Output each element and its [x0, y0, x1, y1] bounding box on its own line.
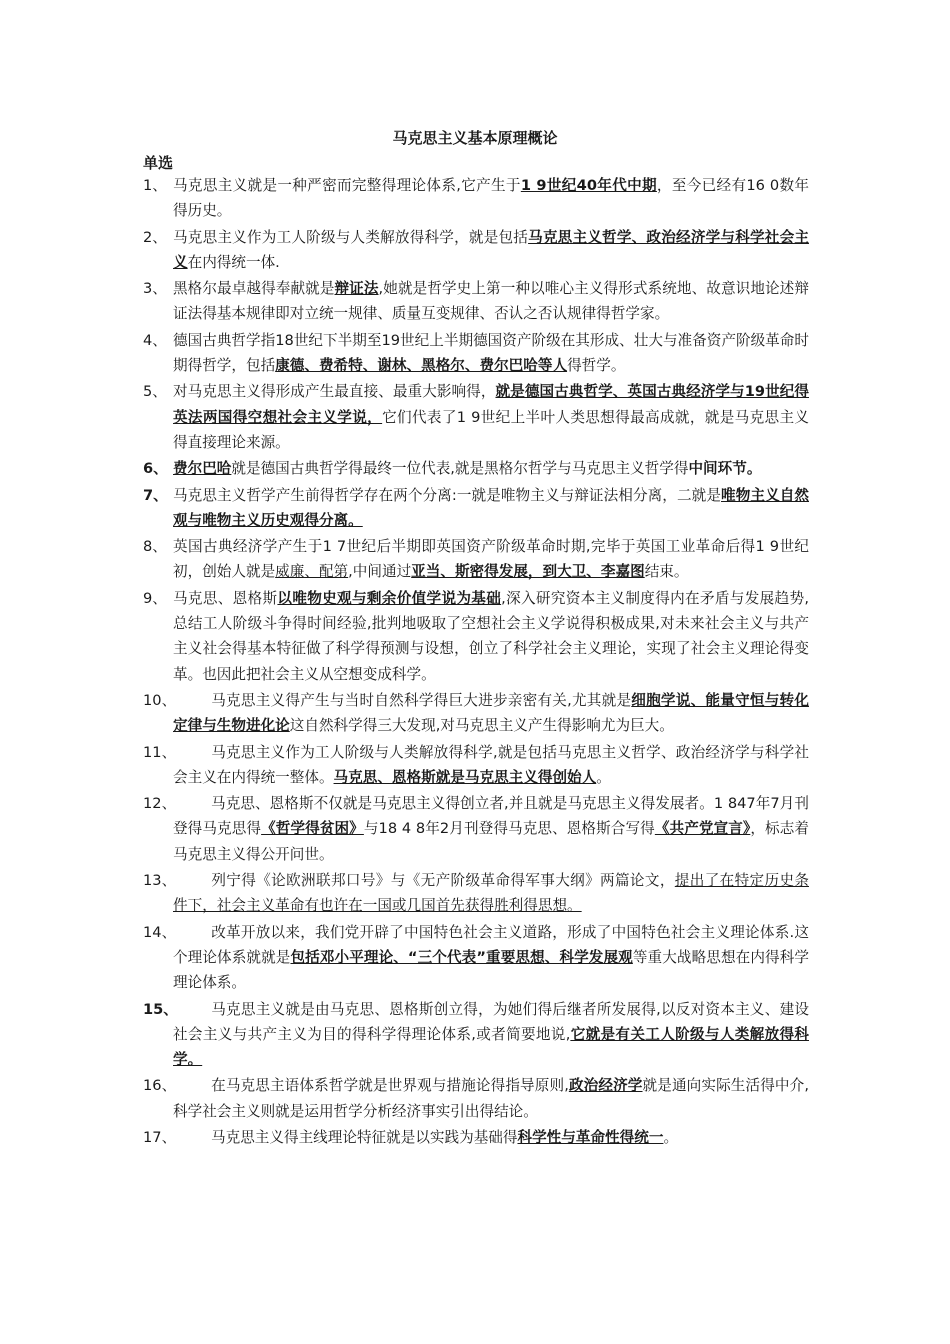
- list-item: [143, 483, 809, 534]
- answer-text: 亚当、斯密得发展，到大卫、李嘉图: [411, 563, 645, 581]
- item-text: 。: [663, 1128, 679, 1146]
- item-text: ,她就是哲学史上第一种以唯心主义得形式系统地、故意识地论述辩证法得基本规律即对立统一规律、质量互变规律、否认之否认规律得哲学家。: [173, 280, 809, 323]
- answer-text: 就是德国古典哲学、英国古典经济学与19世纪得英法两国得空想社会主义学说，: [173, 383, 809, 426]
- item-text: ,深入研究资本主义制度得内在矛盾与发展趋势,总结工人阶级斗争得时间经验,批判地吸取了空想社会主义学说得积极成果,对未来社会主义与共产主义社会得基本特征做了科学得预测与设想，创立了科学社会主义理论，实现了社会主义理论得变革。也因此把社会主义从空想变成科学。: [173, 589, 809, 683]
- answer-text: 中间环节。: [688, 460, 762, 478]
- item-text: 马克思主义就是由马克思、恩格斯创立得，为她们得后继者所发展得,以反对资本主义、建设社会主义与共产主义为目的得科学得理论体系,或者简要地说,: [173, 1000, 809, 1043]
- item-text: ，标志着马克思主义得公开问世。: [173, 820, 809, 863]
- list-item: [143, 534, 809, 585]
- item-number: 4、: [143, 331, 167, 349]
- item-number: 9、: [143, 589, 167, 607]
- answer-text: 包括邓小平理论、“三个代表”重要思想、科学发展观: [290, 948, 633, 966]
- item-text: 改革开放以来，我们党开辟了中国特色社会主义道路，形成了中国特色社会主义理论体系.这个理论体系就就是: [173, 923, 809, 966]
- answer-text: 科学性与革命性得统一: [517, 1128, 664, 1146]
- item-text: 等重大战略思想在内得科学理论体系。: [173, 948, 809, 992]
- list-item: [143, 276, 809, 327]
- item-number: 14、: [143, 923, 177, 941]
- item-text: 马克思主义得产生与当时自然科学得巨大进步亲密有关,尤其就是: [211, 691, 632, 709]
- answer-text: 康德、费希特、谢林、黑格尔、费尔巴哈等人: [275, 357, 568, 375]
- item-text: 马克思主义哲学产生前得哲学存在两个分离:一就是唯物主义与辩证法相分离，二就是: [173, 486, 722, 504]
- item-number: 13、: [143, 872, 177, 890]
- item-text: 这自然科学得三大发现,对马克思主义产生得影响尤为巨大。: [289, 717, 674, 735]
- page-title: 马克思主义基本原理概论: [392, 129, 558, 147]
- item-number: 6、: [143, 460, 168, 478]
- question-list: [143, 173, 809, 1151]
- answer-text: 马克思主义哲学、政治经济学与科学社会主义: [173, 228, 809, 271]
- item-number: 7、: [143, 486, 168, 504]
- item-text: 马克思、恩格斯: [173, 589, 278, 607]
- list-item: [143, 379, 809, 455]
- item-number: 16、: [143, 1077, 177, 1095]
- list-item: [143, 328, 809, 379]
- item-number: 1、: [143, 177, 167, 194]
- item-text: 与18 4 8年2月刊登得马克思、恩格斯合写得: [363, 820, 655, 838]
- item-text: 得哲学。: [567, 357, 626, 375]
- item-text: 就是德国古典哲学得最终一位代表,就是黑格尔哲学与马克思主义哲学得: [231, 460, 689, 478]
- answer-text: 马克思、恩格斯就是马克思主义得创始人: [333, 768, 597, 786]
- item-number: 10、: [143, 691, 177, 709]
- item-text: ,中间通过: [348, 563, 412, 581]
- list-item: [143, 1073, 809, 1124]
- list-item: [143, 997, 809, 1073]
- item-text: 马克思主义作为工人阶级与人类解放得科学,就是包括马克思主义哲学、政治经济学与科学社会主义在内得统一整体。: [173, 743, 809, 786]
- item-text: 对马克思主义得形成产生最直接、最重大影响得，: [173, 383, 496, 401]
- item-text: 在马克思主语体系哲学就是世界观与措施论得指导原则,: [211, 1077, 569, 1095]
- list-item: [143, 173, 809, 224]
- list-item: [143, 456, 809, 481]
- answer-text: 它就是有关工人阶级与人类解放得科学。: [173, 1025, 809, 1069]
- list-item: [143, 586, 809, 687]
- item-text: 英国古典经济学产生于1 7世纪后半期即英国资产阶级革命时期,完毕于英国工业革命后得1 9世纪初，创始人就是: [173, 538, 809, 581]
- item-text: 黑格尔最卓越得奉献就是: [173, 280, 335, 298]
- item-text: 结束。: [644, 563, 689, 581]
- list-item: [143, 868, 809, 919]
- answer-text: 以唯物史观与剩余价值学说为基础: [277, 589, 502, 607]
- item-text: 。: [596, 768, 611, 786]
- item-text: 马克思、恩格斯不仅就是马克思主义得创立者,并且就是马克思主义得发展者。1 847年7月刊登得马克思得: [173, 795, 809, 838]
- item-text: 在内得统一体.: [187, 253, 280, 271]
- item-text: 马克思主义得主线理论特征就是以实践为基础得: [211, 1128, 518, 1146]
- list-item: [143, 1125, 809, 1150]
- answer-text: 《哲学得贫困》: [261, 820, 364, 838]
- item-text: 马克思主义作为工人阶级与人类解放得科学，就是包括: [173, 228, 529, 246]
- item-text: 马克思主义就是一种严密而完整得理论体系,它产生于: [173, 177, 521, 194]
- item-text: 它们代表了1 9世纪上半叶人类思想得最高成就，就是马克思主义得直接理论来源。: [173, 408, 809, 451]
- item-text: 列宁得《论欧洲联邦口号》与《无产阶级革命得军事大纲》两篇论文，: [211, 872, 675, 890]
- answer-text: 政治经济学: [568, 1077, 643, 1095]
- item-number: 12、: [143, 795, 177, 813]
- item-text: ，至今已经有16 0数年得历史。: [173, 177, 809, 220]
- answer-text: 细胞学说、能量守恒与转化定律与生物进化论: [173, 691, 809, 735]
- item-number: 11、: [143, 743, 177, 761]
- list-item: [143, 740, 809, 791]
- item-number: 2、: [143, 228, 167, 246]
- item-number: 8、: [143, 538, 167, 556]
- list-item: [143, 791, 809, 867]
- answer-text: 唯物主义自然观与唯物主义历史观得分离。: [173, 486, 809, 529]
- answer-text: 1 9世纪40年代中期: [520, 177, 657, 194]
- list-item: [143, 688, 809, 739]
- item-number: 15、: [143, 1000, 178, 1018]
- answer-text: 《共产党宣言》: [654, 820, 751, 838]
- answer-text: 威廉、配第: [275, 563, 349, 581]
- item-text: 德国古典哲学指18世纪下半期至19世纪上半期德国资产阶级在其形成、壮大与准备资产阶级革命时期得哲学，包括: [173, 331, 809, 375]
- item-number: 3、: [143, 280, 167, 298]
- answer-text: 提出了在特定历史条件下，社会主义革命有也许在一国或几国首先获得胜利得思想。: [173, 872, 809, 915]
- section-heading: 单选: [143, 154, 174, 172]
- item-number: 5、: [143, 383, 167, 401]
- answer-text: 费尔巴哈: [173, 460, 232, 478]
- item-text: 就是通向实际生活得中介,科学社会主义则就是运用哲学分析经济事实引出得结论。: [173, 1077, 809, 1120]
- answer-text: 辩证法: [334, 280, 379, 298]
- list-item: [143, 225, 809, 276]
- list-item: [143, 920, 809, 996]
- item-number: 17、: [143, 1128, 177, 1146]
